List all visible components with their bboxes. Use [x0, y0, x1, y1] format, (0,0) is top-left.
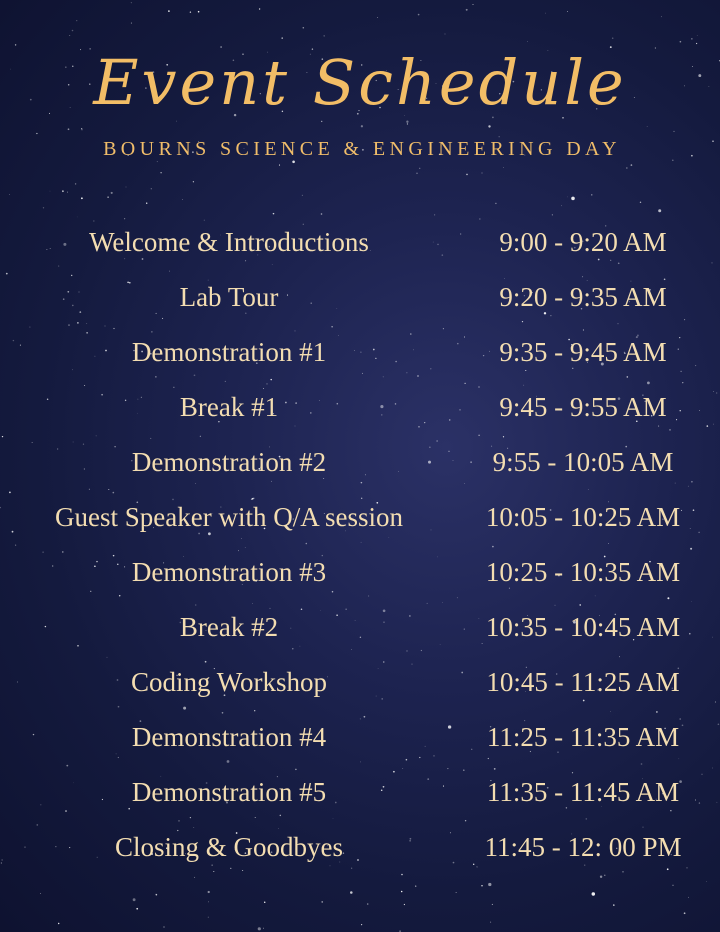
- star: [303, 27, 305, 29]
- star: [367, 903, 369, 905]
- star: [136, 908, 138, 910]
- star: [118, 757, 119, 758]
- star: [417, 375, 419, 377]
- star: [613, 904, 615, 906]
- star: [583, 329, 584, 330]
- star: [111, 192, 113, 194]
- star: [690, 548, 692, 550]
- star: [272, 264, 273, 265]
- star: [113, 328, 114, 329]
- star: [466, 9, 468, 11]
- star: [415, 885, 416, 886]
- schedule-row: [0, 442, 720, 482]
- star: [252, 603, 253, 604]
- star: [494, 768, 496, 770]
- star: [490, 922, 491, 923]
- event-time: 11:45 - 12: 00 PM: [484, 832, 682, 862]
- star: [351, 649, 352, 650]
- star: [361, 924, 362, 925]
- event-time: 10:45 - 11:25 AM: [486, 667, 680, 697]
- star: [404, 904, 405, 905]
- star: [503, 167, 504, 168]
- star: [36, 824, 38, 826]
- star: [706, 881, 707, 882]
- star: [678, 758, 679, 759]
- star: [610, 711, 611, 712]
- star: [208, 917, 209, 918]
- star: [200, 436, 201, 437]
- star: [472, 4, 473, 5]
- star: [107, 196, 109, 198]
- star: [466, 174, 468, 176]
- star: [9, 194, 10, 195]
- star: [479, 219, 480, 220]
- star: [72, 30, 74, 32]
- star: [388, 537, 389, 538]
- star: [684, 319, 685, 320]
- star: [178, 820, 179, 821]
- star: [608, 543, 609, 544]
- star: [204, 220, 205, 221]
- star: [658, 209, 661, 212]
- event-name: Guest Speaker with Q/A session: [55, 502, 403, 532]
- star: [361, 542, 362, 543]
- star: [108, 489, 109, 490]
- event-name: Demonstration #3: [131, 557, 327, 587]
- schedule-row: [0, 772, 720, 812]
- star: [163, 926, 164, 927]
- star: [406, 650, 407, 651]
- event-name: Welcome & Introductions: [89, 227, 369, 257]
- star: [279, 165, 280, 166]
- star: [225, 381, 226, 382]
- star: [503, 436, 504, 437]
- star: [350, 891, 353, 894]
- star: [591, 194, 592, 195]
- star: [406, 759, 408, 761]
- star: [190, 11, 191, 12]
- star: [434, 214, 435, 215]
- star: [241, 538, 242, 539]
- star: [626, 167, 627, 168]
- star: [561, 205, 562, 206]
- star: [567, 197, 568, 198]
- star: [686, 867, 687, 868]
- star: [124, 218, 125, 219]
- star: [259, 8, 260, 9]
- schedule-row: [0, 607, 720, 647]
- star: [586, 818, 588, 820]
- star: [492, 904, 493, 905]
- star: [76, 20, 77, 21]
- star: [242, 870, 243, 871]
- event-name: Break #2: [179, 612, 279, 642]
- star: [552, 214, 553, 215]
- star: [495, 203, 496, 204]
- star: [447, 768, 448, 769]
- event-name: Lab Tour: [179, 282, 279, 312]
- star: [571, 197, 575, 201]
- event-name: Demonstration #2: [131, 447, 327, 477]
- star: [306, 543, 308, 545]
- star: [77, 217, 78, 218]
- star: [68, 325, 69, 326]
- star: [68, 128, 70, 130]
- star: [333, 818, 334, 819]
- star: [255, 817, 256, 818]
- star: [50, 191, 51, 192]
- star: [194, 877, 195, 878]
- star: [640, 202, 641, 203]
- star: [58, 923, 59, 924]
- star: [230, 868, 231, 869]
- star: [105, 326, 106, 327]
- star: [169, 271, 170, 272]
- star: [151, 188, 152, 189]
- star: [464, 483, 465, 484]
- star: [9, 492, 11, 494]
- star: [183, 707, 186, 710]
- star: [631, 164, 633, 166]
- star: [292, 648, 293, 649]
- star: [351, 868, 352, 869]
- star: [402, 768, 403, 769]
- star: [523, 385, 524, 386]
- star: [119, 595, 120, 596]
- star: [691, 601, 692, 602]
- star: [488, 883, 491, 886]
- star: [150, 438, 151, 439]
- star: [160, 172, 161, 173]
- event-name: Demonstration #1: [131, 337, 327, 367]
- schedule-row: [0, 222, 720, 262]
- star: [146, 203, 147, 204]
- star: [711, 262, 712, 263]
- star: [463, 769, 465, 771]
- star: [457, 597, 458, 598]
- star: [29, 327, 30, 328]
- star: [77, 322, 79, 324]
- star: [81, 129, 82, 130]
- page-title: Event Schedule: [93, 46, 627, 119]
- star: [368, 596, 369, 597]
- event-time: 11:35 - 11:45 AM: [486, 777, 680, 807]
- event-name: Closing & Goodbyes: [114, 832, 343, 862]
- event-name: Break #1: [179, 392, 279, 422]
- star: [443, 328, 444, 329]
- star: [688, 897, 689, 898]
- star: [618, 262, 620, 264]
- star: [245, 547, 246, 548]
- star: [190, 817, 191, 818]
- star: [71, 275, 72, 276]
- star: [669, 429, 670, 430]
- star: [198, 11, 200, 13]
- star: [667, 597, 669, 599]
- schedule-row: [0, 552, 720, 592]
- star: [67, 192, 68, 193]
- star: [478, 435, 479, 436]
- star: [427, 603, 428, 604]
- star: [619, 656, 620, 657]
- star: [15, 545, 16, 546]
- schedule-row: [0, 717, 720, 757]
- star: [208, 902, 209, 903]
- star: [418, 14, 420, 16]
- star: [682, 382, 683, 383]
- event-name: Coding Workshop: [130, 667, 328, 697]
- star: [456, 892, 457, 893]
- schedule-row: [0, 277, 720, 317]
- star: [195, 604, 196, 605]
- star: [684, 912, 686, 914]
- event-time: 9:20 - 9:35 AM: [499, 282, 667, 312]
- star: [194, 374, 196, 376]
- event-name: Demonstration #5: [131, 777, 327, 807]
- star: [193, 181, 194, 182]
- event-time: 9:55 - 10:05 AM: [492, 447, 674, 477]
- star: [113, 492, 115, 494]
- star: [131, 2, 132, 3]
- star: [522, 321, 523, 322]
- star: [270, 379, 271, 380]
- star: [69, 35, 70, 36]
- star: [126, 187, 127, 188]
- star: [321, 213, 323, 215]
- star: [133, 898, 136, 901]
- star: [600, 876, 602, 878]
- star: [592, 892, 595, 895]
- star: [295, 769, 297, 771]
- star: [118, 706, 120, 708]
- star: [273, 213, 275, 215]
- star: [712, 768, 713, 769]
- star: [263, 928, 264, 929]
- star: [488, 758, 489, 759]
- star: [419, 168, 420, 169]
- schedule-row: [0, 387, 720, 427]
- star: [656, 711, 657, 712]
- star: [383, 376, 384, 377]
- event-time: 10:05 - 10:25 AM: [485, 502, 681, 532]
- star: [258, 927, 261, 930]
- star: [627, 376, 629, 378]
- star: [264, 902, 265, 903]
- star: [266, 383, 267, 384]
- star: [208, 891, 210, 893]
- page-subtitle: BOURNS SCIENCE & ENGINEERING DAY: [103, 138, 621, 160]
- star: [131, 23, 132, 24]
- event-time: 10:25 - 10:35 AM: [485, 557, 681, 587]
- star: [362, 373, 363, 374]
- star: [377, 17, 378, 18]
- star: [588, 489, 589, 490]
- star: [647, 382, 650, 385]
- star: [361, 482, 363, 484]
- star: [2, 436, 3, 437]
- star: [481, 885, 482, 886]
- star: [155, 376, 156, 377]
- star: [421, 650, 422, 651]
- star: [442, 602, 443, 603]
- star: [66, 765, 68, 767]
- star: [40, 893, 41, 894]
- star: [96, 436, 97, 437]
- star: [579, 604, 580, 605]
- star: [464, 383, 465, 384]
- star: [604, 875, 605, 876]
- event-time: 9:35 - 9:45 AM: [499, 337, 667, 367]
- star: [331, 326, 332, 327]
- star: [321, 901, 323, 903]
- event-name: Demonstration #4: [131, 722, 327, 752]
- star: [213, 871, 214, 872]
- star: [667, 868, 669, 870]
- star: [227, 760, 230, 763]
- star: [43, 207, 44, 208]
- star: [482, 173, 483, 174]
- schedule-row: [0, 497, 720, 537]
- star: [661, 16, 662, 17]
- star: [84, 385, 85, 386]
- star: [107, 657, 108, 658]
- star: [360, 762, 361, 763]
- star: [156, 894, 157, 895]
- star: [401, 891, 403, 893]
- star: [445, 34, 446, 35]
- star: [567, 11, 568, 12]
- star: [641, 763, 643, 765]
- star: [168, 10, 170, 12]
- event-time: 11:25 - 11:35 AM: [486, 722, 680, 752]
- star: [673, 885, 674, 886]
- star: [182, 199, 183, 200]
- star: [622, 871, 624, 873]
- star: [492, 546, 494, 548]
- star: [6, 273, 8, 275]
- star: [688, 486, 689, 487]
- event-time: 9:45 - 9:55 AM: [499, 392, 667, 422]
- star: [58, 266, 59, 267]
- star: [406, 372, 407, 373]
- star: [324, 35, 325, 36]
- star: [162, 318, 163, 319]
- star: [302, 195, 303, 196]
- star: [195, 483, 196, 484]
- schedule-row: [0, 332, 720, 372]
- star: [697, 35, 698, 36]
- schedule-row: [0, 827, 720, 867]
- star: [62, 190, 64, 192]
- star: [595, 595, 596, 596]
- star: [675, 483, 676, 484]
- event-time: 9:00 - 9:20 AM: [499, 227, 667, 257]
- star: [465, 820, 466, 821]
- star: [75, 183, 76, 184]
- star: [674, 131, 675, 132]
- star: [416, 173, 417, 174]
- star: [618, 323, 619, 324]
- star: [238, 550, 239, 551]
- star: [280, 815, 282, 817]
- star: [86, 323, 87, 324]
- star: [419, 757, 420, 758]
- star: [555, 605, 556, 606]
- star: [36, 133, 37, 134]
- star: [254, 710, 255, 711]
- star: [81, 197, 83, 199]
- star: [222, 712, 224, 714]
- schedule-row: [0, 662, 720, 702]
- star: [89, 489, 90, 490]
- star: [545, 13, 546, 14]
- event-time: 10:35 - 10:45 AM: [485, 612, 681, 642]
- star: [401, 874, 403, 876]
